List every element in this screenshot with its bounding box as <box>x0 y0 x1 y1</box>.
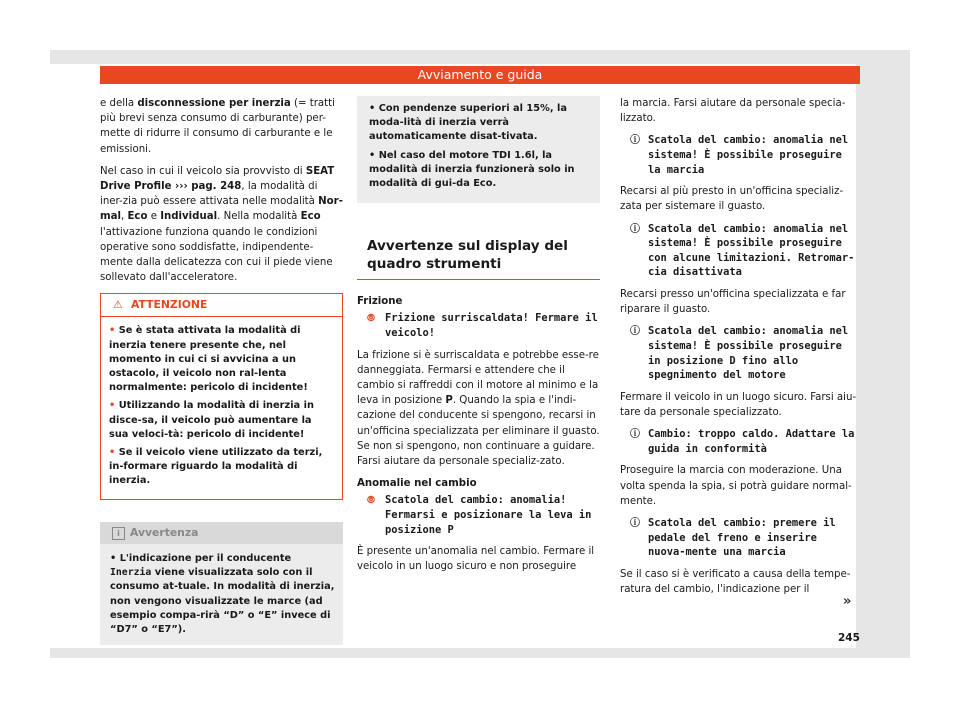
subheading-cambio: Anomalie nel cambio <box>357 478 477 490</box>
display-message: ⦾ Frizione surriscaldata! Fermare il veicolo! <box>367 312 598 340</box>
column-1 <box>100 96 343 645</box>
note-title: Avvertenza <box>130 525 199 539</box>
paragraph: la marcia. Farsi aiutare da personale specia-lizzato. <box>620 98 846 125</box>
info-icon: i <box>112 527 125 540</box>
continue-arrow-icon: » <box>843 594 852 609</box>
note-item: • Con pendenze superiori al 15%, la moda-lità di inerzia verrà automaticamente disat-tivata. <box>369 103 567 143</box>
gearbox-warning-icon: ⓘ <box>630 326 640 338</box>
paragraph: Recarsi presso un'officina specializzata e far riparare il guasto. <box>620 288 846 316</box>
display-message: ⓘ Scatola del cambio: premere il pedale del freno e inserire nuova-mente una marcia <box>630 516 836 559</box>
warning-body <box>101 317 342 498</box>
page-reference-link[interactable]: pag. 248 <box>191 181 242 193</box>
note-box <box>100 522 343 646</box>
warning-box <box>100 293 343 499</box>
note-header <box>100 522 343 544</box>
warning-header <box>101 294 342 317</box>
column-3 <box>620 96 860 604</box>
display-message: ⓘ Scatola del cambio: anomalia nel sistema! È possibile proseguire in posizione D fino allo spegnimento del motore <box>630 325 849 382</box>
column-2 <box>357 96 600 582</box>
gearbox-warning-icon: ⓘ <box>630 517 640 529</box>
gearbox-warning-icon: ⓘ <box>630 135 640 147</box>
gearbox-warning-icon: ⦾ <box>367 495 375 507</box>
display-message: ⓘ Scatola del cambio: anomalia nel sistema! È possibile proseguire la marcia <box>630 134 849 176</box>
paragraph-inerzia: e della disconnessione per inerzia (= tratti più brevi senza consumo di carburante) per-mette di ridurre il consumo di carburante e le emissioni. <box>100 98 335 155</box>
paragraph-cambio: È presente un'anomalia nel cambio. Fermare il veicolo in un luogo sicuro e non proseguire <box>357 546 595 573</box>
warning-triangle-icon: ⚠ <box>113 298 123 312</box>
display-message: ⓘ Cambio: troppo caldo. Adattare la guida in conformità <box>630 428 855 455</box>
paragraph: Recarsi al più presto in un'officina specializ-zata per sistemare il guasto. <box>620 186 844 213</box>
warning-item: • Se è stata attivata la modalità di inerzia tenere presente che, nel momento in cui ci si avvicina a un ostacolo, il veicolo non ral-lenta normalmente: pericolo di incidente! <box>109 325 308 394</box>
warning-title: ATTENZIONE <box>131 298 208 312</box>
display-message: ⦾ Scatola del cambio: anomalia! Fermarsi e posizionare la leva in posizione P <box>367 494 592 536</box>
display-message: ⓘ Scatola del cambio: anomalia nel sistema! È possibile proseguire con alcune limitazioni. Retromar-cia disattivata <box>630 222 855 279</box>
paragraph: Fermare il veicolo in un luogo sicuro. Farsi aiu-tare da personale specializzato. <box>620 391 857 418</box>
clutch-warning-icon: ⦾ <box>367 313 375 325</box>
page-number: 245 <box>838 632 860 644</box>
subheading-frizione: Frizione <box>357 296 403 308</box>
warning-item: • Se il veicolo viene utilizzato da terzi, in-formare riguardo la modalità di inerzia. <box>109 447 323 487</box>
warning-item: • Utilizzando la modalità di inerzia in disce-sa, il veicolo può aumentare la sua veloci-tà: pericolo di incidente! <box>109 400 314 440</box>
section-title: Avvertenze sul display del quadro strumenti <box>357 223 600 280</box>
paragraph: Proseguire la marcia con moderazione. Una volta spenda la spia, si potrà guidare normal-mente. <box>620 465 852 507</box>
chapter-header: Avviamento e guida <box>100 66 860 84</box>
paragraph-drive-profile: Nel caso in cui il veicolo sia provvisto di SEAT Drive Profile ››› pag. 248, la modalità di iner-zia può essere attivata nelle modalità Nor-mal, Eco e Individual. Nella modalità Eco l'attivazione funziona quando le condizioni operative sono soddisfatte, indipendente-mente dalla delicatezza con cui il piede viene sollevato dall'acceleratore. <box>100 165 343 284</box>
gearbox-warning-icon: ⓘ <box>630 429 640 441</box>
paragraph: Se il caso si è verificato a causa della tempe-ratura del cambio, l'indicazione per il <box>620 568 851 595</box>
note-box-continued <box>357 96 600 203</box>
note-body: • L'indicazione per il conducente Inerzia viene visualizzata solo con il consumo at-tuale. In modalità di inerzia, non vengono visualizzate le marce (ad esempio compa-rirà “D” o “E” invece di “D7” o “E7”). <box>110 552 335 636</box>
gearbox-warning-icon: ⓘ <box>630 223 640 235</box>
paragraph-frizione: La frizione si è surriscaldata e potrebbe esse-re danneggiata. Fermarsi e attendere che il cambio si raffreddi con il motore al minimo e la leva in posizione P. Quando la spia e l'indi-cazione del conducente si spengono, recarsi in un'officina specializzata per eliminare il guasto. Se non si spengono, non continuare a guidare. Farsi aiutare da personale specializ-zato. <box>357 349 600 468</box>
note-item: • Nel caso del motore TDI 1.6l, la modalità di inerzia funzionerà solo in modalità di gui-da Eco. <box>369 149 575 190</box>
